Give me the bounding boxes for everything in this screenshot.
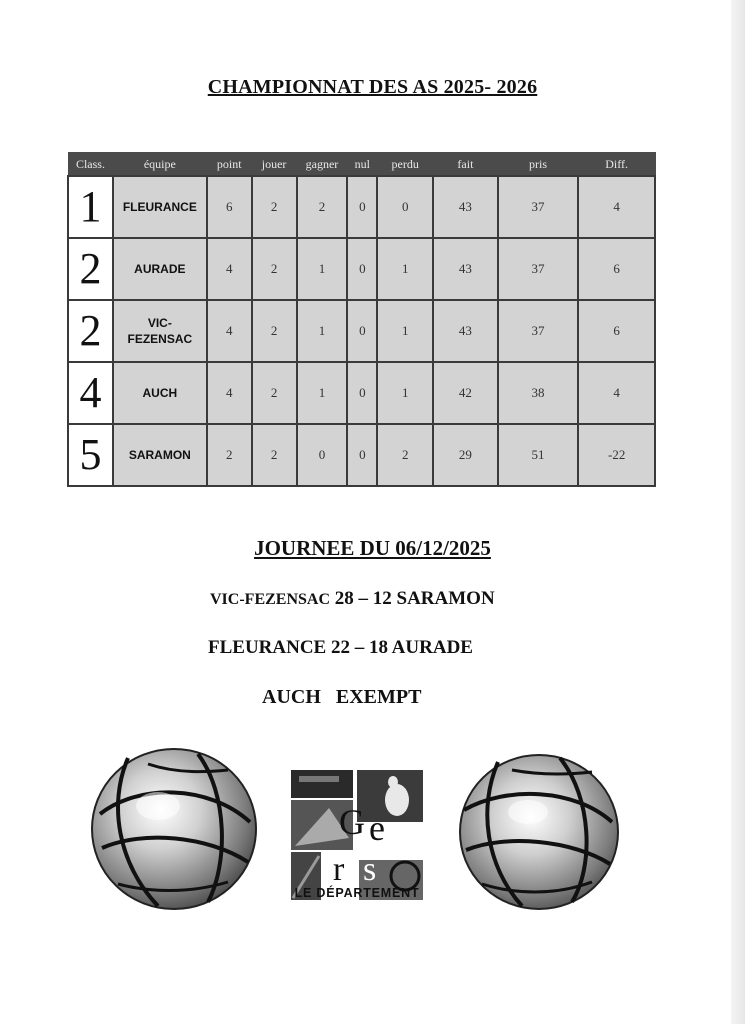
jouer-cell: 2 (252, 176, 297, 238)
fait-cell: 43 (433, 238, 498, 300)
standings-table (67, 152, 656, 487)
match-1-away: SARAMON (396, 588, 495, 609)
team-cell (113, 300, 207, 362)
page-edge (731, 0, 745, 1024)
petanque-ball-icon (456, 750, 622, 914)
match-1-score: 28 – 12 (334, 588, 392, 609)
match-result-1 (210, 588, 495, 610)
logo-caption: LE DÉPARTEMENT (294, 886, 420, 900)
fait-cell: 43 (433, 300, 498, 362)
nul-cell: 0 (347, 238, 377, 300)
logo-letter-g: G (339, 802, 365, 842)
point-cell: 4 (207, 300, 252, 362)
jouer-cell: 2 (252, 362, 297, 424)
rank-cell: 2 (68, 238, 113, 300)
logo-letter-s: s (363, 851, 377, 888)
petanque-ball-icon (88, 744, 260, 914)
rank-cell: 4 (68, 362, 113, 424)
header-nul: nul (347, 153, 377, 177)
team-name-line1: VIC- (147, 315, 172, 330)
point-cell: 6 (207, 176, 252, 238)
point-cell: 4 (207, 362, 252, 424)
pris-cell: 37 (498, 176, 579, 238)
header-gagner: gagner (297, 153, 348, 177)
team-cell: AUCH (113, 362, 207, 424)
jouer-cell: 2 (252, 238, 297, 300)
diff-cell: -22 (578, 424, 655, 486)
fait-cell: 43 (433, 176, 498, 238)
gers-logo-icon (289, 768, 425, 904)
gagner-cell: 1 (297, 300, 348, 362)
perdu-cell: 1 (377, 238, 433, 300)
header-jouer: jouer (252, 153, 297, 177)
nul-cell: 0 (347, 362, 377, 424)
team-cell: FLEURANCE (113, 176, 207, 238)
point-cell: 2 (207, 424, 252, 486)
logo-letter-e: e (369, 808, 385, 848)
pris-cell: 37 (498, 238, 579, 300)
perdu-cell: 1 (377, 300, 433, 362)
table-header-row (68, 153, 655, 177)
perdu-cell: 2 (377, 424, 433, 486)
table-row (68, 424, 655, 486)
header-class: Class. (68, 153, 113, 177)
rank-cell: 2 (68, 300, 113, 362)
pris-cell: 37 (498, 300, 579, 362)
nul-cell: 0 (347, 176, 377, 238)
table-row (68, 300, 655, 362)
diff-cell: 4 (578, 176, 655, 238)
logo-letter-r: r (333, 851, 345, 888)
header-perdu: perdu (377, 153, 433, 177)
nul-cell: 0 (347, 424, 377, 486)
table-row (68, 176, 655, 238)
nul-cell: 0 (347, 300, 377, 362)
team-cell: AURADE (113, 238, 207, 300)
jouer-cell: 2 (252, 424, 297, 486)
gagner-cell: 2 (297, 176, 348, 238)
diff-cell: 4 (578, 362, 655, 424)
header-pris: pris (498, 153, 579, 177)
gagner-cell: 1 (297, 362, 348, 424)
jouer-cell: 2 (252, 300, 297, 362)
header-equipe: équipe (113, 153, 207, 177)
header-fait: fait (433, 153, 498, 177)
table-row (68, 362, 655, 424)
page-title: CHAMPIONNAT DES AS 2025- 2026 (207, 76, 538, 98)
pris-cell: 38 (498, 362, 579, 424)
rank-cell: 1 (68, 176, 113, 238)
match-1-home: VIC-FEZENSAC (210, 591, 331, 608)
point-cell: 4 (207, 238, 252, 300)
diff-cell: 6 (578, 300, 655, 362)
team-cell: SARAMON (113, 424, 207, 486)
team-name-line2: FEZENSAC (127, 332, 193, 346)
table-row (68, 238, 655, 300)
header-diff: Diff. (578, 153, 655, 177)
perdu-cell: 1 (377, 362, 433, 424)
fait-cell: 29 (433, 424, 498, 486)
fait-cell: 42 (433, 362, 498, 424)
diff-cell: 6 (578, 238, 655, 300)
gagner-cell: 0 (297, 424, 348, 486)
pris-cell: 51 (498, 424, 579, 486)
match-result-2: FLEURANCE 22 – 18 AURADE (208, 637, 473, 658)
gagner-cell: 1 (297, 238, 348, 300)
perdu-cell: 0 (377, 176, 433, 238)
journee-title: JOURNEE DU 06/12/2025 (254, 536, 491, 560)
exempt-line: AUCH EXEMPT (262, 686, 422, 708)
rank-cell: 5 (68, 424, 113, 486)
header-point: point (207, 153, 252, 177)
